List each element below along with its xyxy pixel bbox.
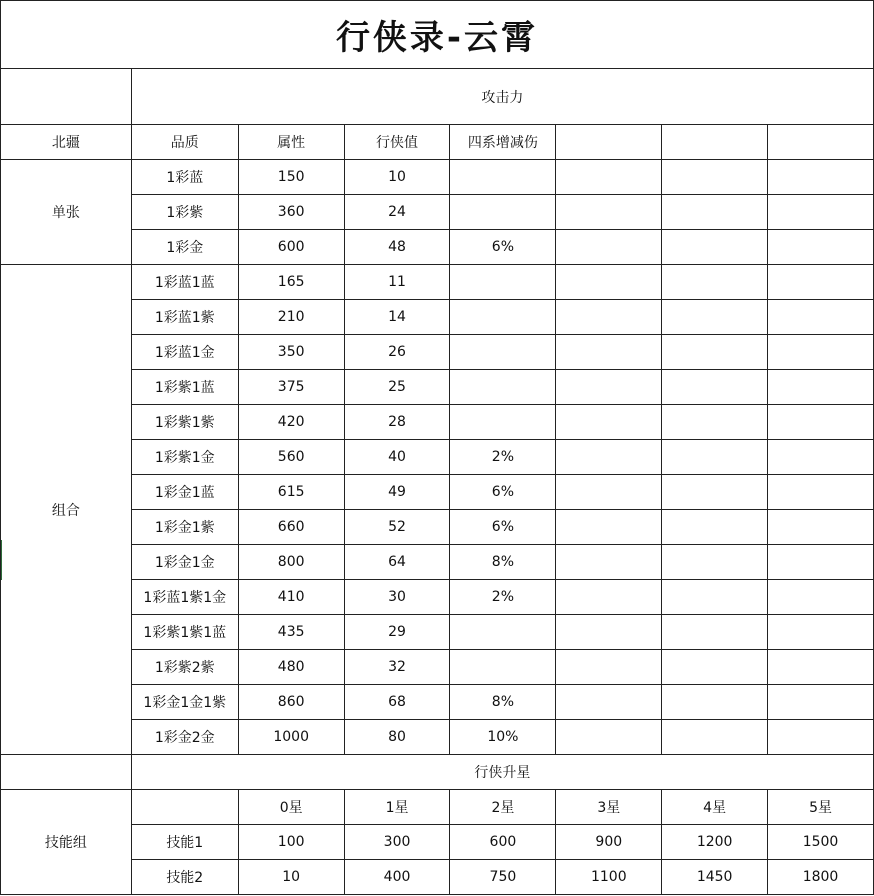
- skill-value-cell[interactable]: 1100: [556, 860, 662, 895]
- four-dmg-cell[interactable]: 6%: [450, 230, 556, 265]
- four-dmg-cell[interactable]: [450, 370, 556, 405]
- skill-value-cell[interactable]: 1450: [662, 860, 768, 895]
- skill-value-cell[interactable]: 400: [344, 860, 450, 895]
- skill-value-cell[interactable]: 300: [344, 825, 450, 860]
- skill-value-cell[interactable]: 600: [450, 825, 556, 860]
- empty-cell[interactable]: [556, 160, 662, 195]
- attribute-cell[interactable]: 375: [238, 370, 344, 405]
- table-row: [1, 790, 874, 825]
- empty-cell[interactable]: [768, 195, 874, 230]
- empty-cell[interactable]: [556, 440, 662, 475]
- empty-cell[interactable]: [768, 685, 874, 720]
- four-dmg-cell[interactable]: [450, 300, 556, 335]
- empty-cell[interactable]: [662, 160, 768, 195]
- quality-cell[interactable]: 1彩紫1蓝: [131, 370, 238, 405]
- xingxia-value-cell[interactable]: 11: [344, 265, 450, 300]
- four-dmg-cell[interactable]: 6%: [450, 475, 556, 510]
- table-row: [1, 300, 874, 335]
- empty-cell[interactable]: [556, 335, 662, 370]
- table-row: [1, 860, 874, 895]
- skill-value-cell[interactable]: 1500: [768, 825, 874, 860]
- table-row: [1, 685, 874, 720]
- empty-cell[interactable]: [768, 160, 874, 195]
- empty-cell[interactable]: [556, 650, 662, 685]
- table-row: [1, 615, 874, 650]
- four-dmg-cell[interactable]: [450, 160, 556, 195]
- empty-cell[interactable]: [556, 475, 662, 510]
- group-skill-label[interactable]: 技能组: [1, 790, 132, 895]
- attribute-cell[interactable]: 800: [238, 545, 344, 580]
- empty-cell[interactable]: [768, 720, 874, 755]
- attribute-cell[interactable]: 420: [238, 405, 344, 440]
- skill-value-cell[interactable]: 10: [238, 860, 344, 895]
- table-row: [1, 405, 874, 440]
- empty-cell[interactable]: [662, 510, 768, 545]
- table-row: [1, 265, 874, 300]
- attribute-cell[interactable]: 1000: [238, 720, 344, 755]
- empty-cell[interactable]: [768, 475, 874, 510]
- empty-cell[interactable]: [662, 335, 768, 370]
- quality-cell[interactable]: 1彩紫2紫: [131, 650, 238, 685]
- four-dmg-cell[interactable]: 2%: [450, 580, 556, 615]
- empty-cell[interactable]: [556, 580, 662, 615]
- quality-cell[interactable]: 1彩蓝1金: [131, 335, 238, 370]
- xingxia-value-cell[interactable]: 80: [344, 720, 450, 755]
- attribute-cell[interactable]: 435: [238, 615, 344, 650]
- empty-cell[interactable]: [556, 265, 662, 300]
- attribute-cell[interactable]: 210: [238, 300, 344, 335]
- xingxia-value-cell[interactable]: 32: [344, 650, 450, 685]
- quality-cell[interactable]: 1彩金1金1紫: [131, 685, 238, 720]
- attribute-header[interactable]: 属性: [238, 125, 344, 160]
- region-header[interactable]: 北疆: [1, 125, 132, 160]
- empty-cell[interactable]: [556, 405, 662, 440]
- attribute-cell[interactable]: 165: [238, 265, 344, 300]
- table-row: [1, 545, 874, 580]
- skill-value-cell[interactable]: 900: [556, 825, 662, 860]
- attribute-cell[interactable]: 150: [238, 160, 344, 195]
- empty-cell[interactable]: [556, 370, 662, 405]
- empty-cell[interactable]: [556, 230, 662, 265]
- table-row: [1, 650, 874, 685]
- empty-cell[interactable]: [662, 265, 768, 300]
- blank-cell[interactable]: [1, 755, 132, 790]
- table-row: [1, 160, 874, 195]
- xingxia-value-cell[interactable]: 30: [344, 580, 450, 615]
- quality-cell[interactable]: 1彩蓝1紫: [131, 300, 238, 335]
- attribute-cell[interactable]: 860: [238, 685, 344, 720]
- star-label[interactable]: 5星: [768, 790, 874, 825]
- empty-cell[interactable]: [556, 300, 662, 335]
- empty-cell[interactable]: [662, 685, 768, 720]
- four-dmg-cell[interactable]: 6%: [450, 510, 556, 545]
- empty-cell[interactable]: [768, 650, 874, 685]
- blank-cell[interactable]: [131, 790, 238, 825]
- skill-value-cell[interactable]: 100: [238, 825, 344, 860]
- empty-cell[interactable]: [662, 370, 768, 405]
- attribute-cell[interactable]: 350: [238, 335, 344, 370]
- four-dmg-cell[interactable]: [450, 650, 556, 685]
- four-dmg-cell[interactable]: 8%: [450, 545, 556, 580]
- xingxia-value-cell[interactable]: 64: [344, 545, 450, 580]
- quality-cell[interactable]: 1彩紫1紫: [131, 405, 238, 440]
- empty-cell[interactable]: [768, 335, 874, 370]
- empty-cell[interactable]: [662, 545, 768, 580]
- xingxia-value-cell[interactable]: 26: [344, 335, 450, 370]
- quality-cell[interactable]: 1彩紫1紫1蓝: [131, 615, 238, 650]
- attribute-cell[interactable]: 615: [238, 475, 344, 510]
- empty-cell[interactable]: [556, 545, 662, 580]
- xingxia-value-cell[interactable]: 48: [344, 230, 450, 265]
- empty-cell[interactable]: [556, 720, 662, 755]
- star-upgrade-header[interactable]: 行侠升星: [131, 755, 873, 790]
- attribute-cell[interactable]: 600: [238, 230, 344, 265]
- empty-cell[interactable]: [556, 685, 662, 720]
- table-row: [1, 825, 874, 860]
- skill-value-cell[interactable]: 1800: [768, 860, 874, 895]
- empty-header[interactable]: [556, 125, 662, 160]
- empty-cell[interactable]: [768, 545, 874, 580]
- four-dmg-cell[interactable]: 8%: [450, 685, 556, 720]
- table-row: [1, 230, 874, 265]
- empty-cell[interactable]: [768, 300, 874, 335]
- table-row: [1, 370, 874, 405]
- empty-cell[interactable]: [768, 615, 874, 650]
- table-row: [1, 755, 874, 790]
- quality-cell[interactable]: 1彩金: [131, 230, 238, 265]
- table-row: [1, 440, 874, 475]
- empty-cell[interactable]: [768, 580, 874, 615]
- xingxia-value-cell[interactable]: 14: [344, 300, 450, 335]
- empty-cell[interactable]: [768, 405, 874, 440]
- empty-header[interactable]: [662, 125, 768, 160]
- attribute-cell[interactable]: 560: [238, 440, 344, 475]
- page-title: 行侠录-云霄: [1, 1, 874, 69]
- star-label[interactable]: 3星: [556, 790, 662, 825]
- four-dmg-cell[interactable]: [450, 195, 556, 230]
- four-dmg-cell[interactable]: [450, 265, 556, 300]
- table-row: [1, 195, 874, 230]
- empty-cell[interactable]: [768, 510, 874, 545]
- four-dmg-cell[interactable]: [450, 615, 556, 650]
- empty-cell[interactable]: [662, 440, 768, 475]
- empty-cell[interactable]: [768, 370, 874, 405]
- star-label[interactable]: 4星: [662, 790, 768, 825]
- quality-cell[interactable]: 1彩金1金: [131, 545, 238, 580]
- empty-header[interactable]: [768, 125, 874, 160]
- xingxia-value-cell[interactable]: 40: [344, 440, 450, 475]
- attribute-cell[interactable]: 410: [238, 580, 344, 615]
- xingxia-value-cell[interactable]: 52: [344, 510, 450, 545]
- xingxia-value-cell[interactable]: 49: [344, 475, 450, 510]
- empty-cell[interactable]: [662, 580, 768, 615]
- empty-cell[interactable]: [768, 230, 874, 265]
- quality-cell[interactable]: 1彩紫1金: [131, 440, 238, 475]
- four-dmg-cell[interactable]: [450, 405, 556, 440]
- quality-cell[interactable]: 1彩金2金: [131, 720, 238, 755]
- blank-cell[interactable]: [1, 69, 132, 125]
- quality-cell[interactable]: 1彩金1紫: [131, 510, 238, 545]
- four-dmg-cell[interactable]: 2%: [450, 440, 556, 475]
- empty-cell[interactable]: [556, 615, 662, 650]
- table-row: [1, 335, 874, 370]
- empty-cell[interactable]: [662, 720, 768, 755]
- empty-cell[interactable]: [662, 195, 768, 230]
- empty-cell[interactable]: [662, 405, 768, 440]
- empty-cell[interactable]: [662, 300, 768, 335]
- group-single-label[interactable]: 单张: [1, 160, 132, 265]
- empty-cell[interactable]: [662, 650, 768, 685]
- attribute-cell[interactable]: 480: [238, 650, 344, 685]
- quality-cell[interactable]: 1彩金1蓝: [131, 475, 238, 510]
- attack-header[interactable]: 攻击力: [131, 69, 873, 125]
- attribute-cell[interactable]: 360: [238, 195, 344, 230]
- empty-cell[interactable]: [556, 195, 662, 230]
- xingxia-value-cell[interactable]: 29: [344, 615, 450, 650]
- empty-cell[interactable]: [662, 230, 768, 265]
- skill-value-cell[interactable]: 750: [450, 860, 556, 895]
- empty-cell[interactable]: [768, 265, 874, 300]
- xingxia-value-cell[interactable]: 25: [344, 370, 450, 405]
- table-row: [1, 475, 874, 510]
- skill-name-cell[interactable]: 技能2: [131, 860, 238, 895]
- quality-cell[interactable]: 1彩紫: [131, 195, 238, 230]
- attribute-cell[interactable]: 660: [238, 510, 344, 545]
- xingxia-value-header[interactable]: 行侠值: [344, 125, 450, 160]
- star-label[interactable]: 0星: [238, 790, 344, 825]
- star-label[interactable]: 2星: [450, 790, 556, 825]
- group-combo-label[interactable]: 组合: [1, 265, 132, 755]
- empty-cell[interactable]: [662, 615, 768, 650]
- table-row: [1, 720, 874, 755]
- xingxia-value-cell[interactable]: 24: [344, 195, 450, 230]
- quality-header[interactable]: 品质: [131, 125, 238, 160]
- skill-name-cell[interactable]: 技能1: [131, 825, 238, 860]
- empty-cell[interactable]: [768, 440, 874, 475]
- table-row: [1, 580, 874, 615]
- xingxia-value-cell[interactable]: 68: [344, 685, 450, 720]
- quality-cell[interactable]: 1彩蓝1蓝: [131, 265, 238, 300]
- empty-cell[interactable]: [556, 510, 662, 545]
- quality-cell[interactable]: 1彩蓝: [131, 160, 238, 195]
- quality-cell[interactable]: 1彩蓝1紫1金: [131, 580, 238, 615]
- four-dmg-cell[interactable]: [450, 335, 556, 370]
- table-row: [1, 510, 874, 545]
- empty-cell[interactable]: [662, 475, 768, 510]
- four-dmg-cell[interactable]: 10%: [450, 720, 556, 755]
- xingxia-value-cell[interactable]: 28: [344, 405, 450, 440]
- four-dmg-header[interactable]: 四系增减伤: [450, 125, 556, 160]
- star-label[interactable]: 1星: [344, 790, 450, 825]
- xingxia-value-cell[interactable]: 10: [344, 160, 450, 195]
- skill-value-cell[interactable]: 1200: [662, 825, 768, 860]
